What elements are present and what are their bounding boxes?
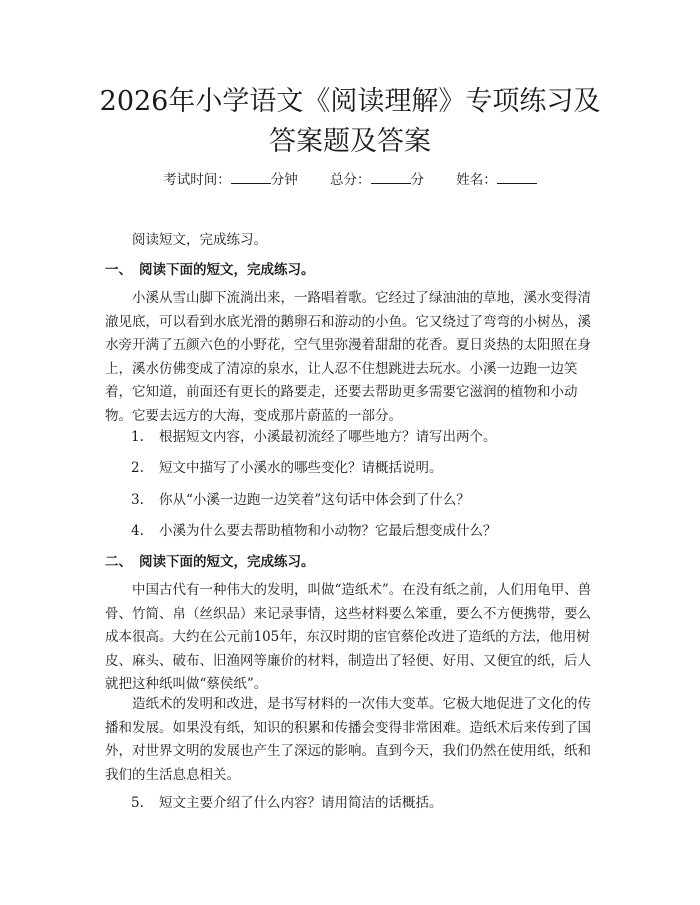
question-3 xyxy=(131,489,601,512)
section-1-passage: 小溪从雪山脚下流淌出来，一路唱着歌。它经过了绿油油的草地，溪水变得清澈见底，可以看到水底光滑的鹅卵石和游动的小鱼。它又绕过了弯弯的小树丛，溪水旁开满了五颜六色的小野花，空气里弥漫着甜甜的花香。夏日炎热的太阳照在身上，溪水仿佛变成了清凉的泉水，让人忍不住想跳进去玩水。小溪一边跑一边笑着，它知道，前面还有更长的路要走，还要去帮助更多需要它滋润的植物和小动物。它要去远方的大海，变成那片蔚蓝的一部分。 xyxy=(105,290,591,424)
question-number: 5. xyxy=(131,795,144,811)
question-text: 短文中描写了小溪水的哪些变化？请概括说明。 xyxy=(159,460,443,476)
question-1 xyxy=(131,426,601,449)
time-label: 考试时间： xyxy=(163,172,231,188)
section-2-heading xyxy=(105,551,600,574)
section-1-title: 阅读下面的短文，完成练习。 xyxy=(139,262,315,278)
section-2-number: 二、 xyxy=(105,554,132,570)
score-blank xyxy=(371,171,411,184)
exam-meta xyxy=(0,168,700,188)
exam-score xyxy=(330,172,428,188)
question-number: 3. xyxy=(131,492,144,508)
question-text: 小溪为什么要去帮助植物和小动物？它最后想变成什么？ xyxy=(159,523,497,539)
intro-text: 阅读短文，完成练习。 xyxy=(132,232,267,248)
question-2 xyxy=(131,457,601,480)
time-unit: 分钟 xyxy=(270,172,298,188)
exam-time xyxy=(163,172,302,188)
question-text: 根据短文内容，小溪最初流经了哪些地方？请写出两个。 xyxy=(159,429,497,445)
page-title: 2026年小学语文《阅读理解》专项练习及答案题及答案 xyxy=(99,86,601,157)
section-1-number: 一、 xyxy=(105,262,132,278)
question-4 xyxy=(131,520,601,543)
score-unit: 分 xyxy=(410,172,424,188)
section-1-heading xyxy=(105,259,600,282)
exam-name xyxy=(456,172,537,188)
question-text: 短文主要介绍了什么内容？请用简洁的话概括。 xyxy=(159,795,443,811)
question-text: 你从“小溪一边跑一边笑着”这句话中体会到了什么？ xyxy=(159,492,470,508)
question-number: 1. xyxy=(131,429,144,445)
score-label: 总分： xyxy=(330,172,371,188)
time-blank xyxy=(231,171,271,184)
question-5 xyxy=(131,792,601,815)
section-2-paragraph-2: 造纸术的发明和改进，是书写材料的一次伟大变革。它极大地促进了文化的传播和发展。如果没有纸，知识的积累和传播会变得非常困难。造纸术后来传到了国外，对世界文明的发展也产生了深远的影响。直到今天，我们仍然在使用纸，纸和我们的生活息息相关。 xyxy=(105,696,591,783)
question-number: 4. xyxy=(131,523,144,539)
name-label: 姓名： xyxy=(456,172,497,188)
section-2-title: 阅读下面的短文，完成练习。 xyxy=(139,554,315,570)
name-blank xyxy=(497,171,537,184)
section-2-paragraph-1: 中国古代有一种伟大的发明，叫做“造纸术”。在没有纸之前，人们用龟甲、兽骨、竹简、帛（丝织品）来记录事情，这些材料要么笨重，要么不方便携带，要么成本很高。大约在公元前105年，东汉时期的宦官蔡伦改进了造纸的方法，他用树皮、麻头、破布、旧渔网等廉价的材料，制造出了轻便、好用、又便宜的纸，后人就把这种纸叫做“蔡侯纸”。 xyxy=(105,582,592,692)
question-number: 2. xyxy=(131,460,144,476)
